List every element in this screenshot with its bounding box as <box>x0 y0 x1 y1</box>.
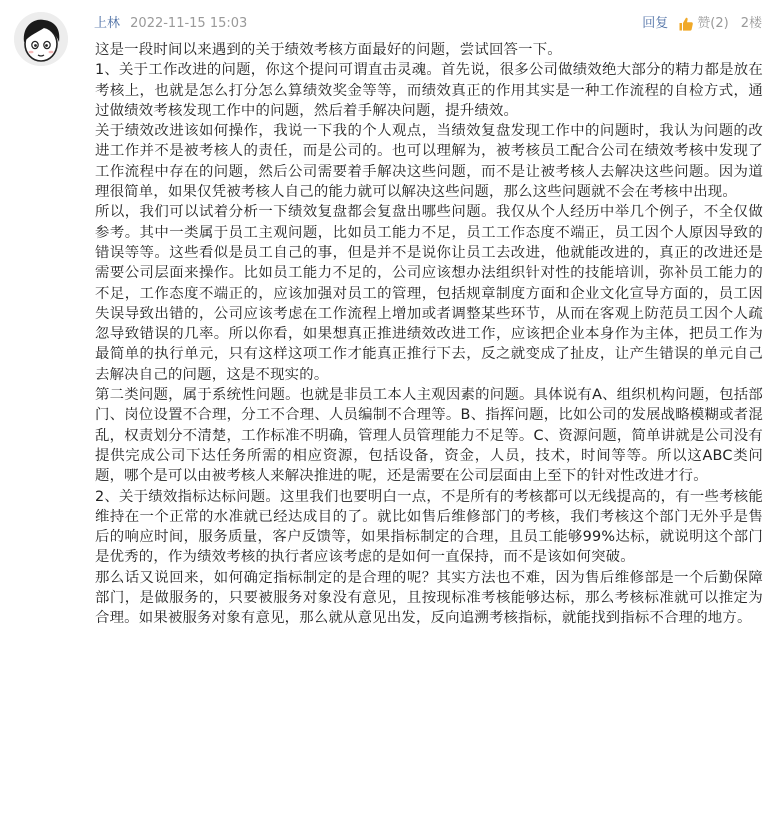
like-button[interactable] <box>678 14 728 34</box>
cartoon-face-icon <box>14 12 68 66</box>
comment-paragraph: 2、关于绩效指标达标问题。这里我们也要明白一点，不是所有的考核都可以无线提高的，有一些考核能维持在一个正常的水准就已经达成目的了。就比如售后维修部门的考核，我们考核这个部门无外乎是售后的响应时间，服务质量，客户反馈等，如果指标制定的合理，且员工能够99%达标，就说明这个部门是优秀的，作为绩效考核的执行者应该考虑的是如何一直保持，而不是该如何突破。 <box>95 488 763 566</box>
timestamp: 2022-11-15 15:03 <box>130 16 248 31</box>
reply-button[interactable]: 回复 <box>642 16 669 31</box>
author-name[interactable]: 上林 <box>94 16 121 31</box>
floor-number: 2楼 <box>740 16 762 31</box>
avatar[interactable] <box>14 12 68 66</box>
like-count-label: 赞(2) <box>697 16 729 31</box>
comment-body <box>95 40 763 629</box>
comment-meta <box>94 14 247 34</box>
comment-paragraph: 关于绩效改进该如何操作，我说一下我的个人观点，当绩效复盘发现工作中的问题时，我认为问题的改进工作并不是被考核人的责任，而是公司的。也可以理解为，被考核员工配合公司在绩效考核中发现了工作流程中存在的问题，然后公司需要着手解决这些问题，而不是让被考核人去解决这些问题。因为道理很简单，如果仅凭被考核人自己的能力就可以解决这些问题，那么这些问题就不会在考核中出现。 <box>95 123 763 201</box>
thumbs-up-icon <box>678 16 694 32</box>
comment-paragraph: 这是一段时间以来遇到的关于绩效考核方面最好的问题，尝试回答一下。 <box>95 42 562 58</box>
comment-paragraph: 1、关于工作改进的问题，你这个提问可谓直击灵魂。首先说，很多公司做绩效绝大部分的精力都是放在考核上，也就是怎么打分怎么算绩效奖金等等，而绩效真正的作用其实是一种工作流程的自检方式，通过做绩效考核发现工作中的问题，然后着手解决问题，提升绩效。 <box>95 62 763 119</box>
comment-paragraph: 那么话又说回来，如何确定指标制定的是合理的呢？其实方法也不难，因为售后维修部是一个后勤保障部门，是做服务的，只要被服务对象没有意见，且按现标准考核能够达标，那么考核标准就可以推定为合理。如果被服务对象有意见，那么就从意见出发，反向追溯考核指标，就能找到指标不合理的地方。 <box>95 569 763 627</box>
comment-paragraph: 第二类问题，属于系统性问题。也就是非员工本人主观因素的问题。具体说有A、组织机构问题，包括部门、岗位设置不合理，分工不合理、人员编制不合理等。B、指挥问题，比如公司的发展战略模糊或者混乱，权责划分不清楚，工作标准不明确，管理人员管理能力不足等。C、资源问题，简单讲就是公司没有提供完成公司下达任务所需的相应资源，包括设备，资金，人员，技术，时间等等。所以这ABC类问题，哪个是可以由被考核人来解决推进的呢，还是需要在公司层面由上至下的针对性改进才行。 <box>95 387 763 485</box>
comment-actions <box>642 14 762 34</box>
comment-paragraph: 所以，我们可以试着分析一下绩效复盘都会复盘出哪些问题。我仅从个人经历中举几个例子，不全仅做参考。其中一类属于员工主观问题，比如员工能力不足，员工工作态度不端正，员工因个人原因导致的错误等等。这些看似是员工自己的事，但是并不是说你让员工去改进，他就能改进的，真正的改进还是需要公司层面来操作。比如员工能力不足的，公司应该想办法组织针对性的技能培训，弥补员工能力的不足，工作态度不端正的，应该加强对员工的管理，包括规章制度方面和企业文化宣导方面的，员工因失误导致出错的，公司应该考虑在工作流程上增加或者调整某些环节，从而在客观上防范员工因个人疏忽导致错误的几率。所以你看，如果想真正推进绩效改进工作，应该把企业本身作为主体，把员工作为最简单的执行单元，只有这样这项工作才能真正推行下去，反之就变成了扯皮，让产生错误的单元自己去解决自己的问题，这是不现实的。 <box>95 204 763 383</box>
